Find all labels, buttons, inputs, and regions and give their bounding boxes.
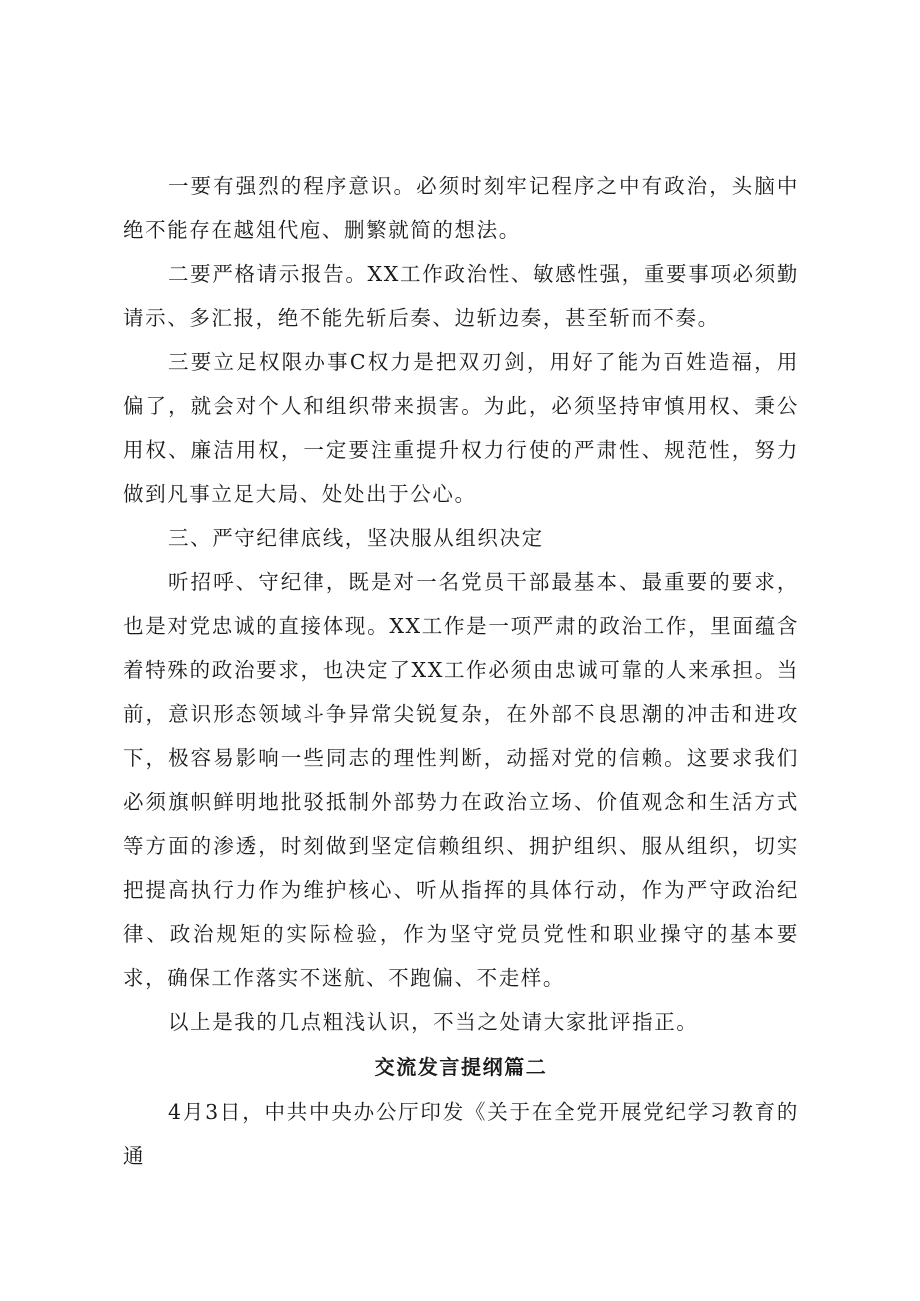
document-body: [123, 164, 799, 1178]
section-heading-discipline: 三、严守纪律底线，坚决服从组织决定: [168, 526, 544, 550]
paragraph-power-limits: 三要立足权限办事C权力是把双刃剑，用好了能为百姓造福，用偏了，就会对个人和组织带来损害。为此，必须坚持审慎用权、秉公用权、廉洁用权，一定要注重提升权力行使的严肃性、规范性，努力做到凡事立足大局、处处出于公心。: [123, 350, 799, 506]
paragraph-procedure-awareness: 一要有强烈的程序意识。必须时刻牢记程序之中有政治，头脑中绝不能存在越俎代庖、删繁就简的想法。: [123, 174, 799, 242]
paragraph-request-report: 二要严格请示报告。XX工作政治性、敏感性强，重要事项必须勤请示、多汇报，绝不能先斩后奏、边斩边奏，甚至斩而不奏。: [123, 262, 799, 330]
paragraph-closing: 以上是我的几点粗浅认识，不当之处请大家批评指正。: [168, 1010, 699, 1034]
paragraph-discipline: 听招呼、守纪律，既是对一名党员干部最基本、最重要的要求，也是对党忠诚的直接体现。XX工作是一项严肃的政治工作，里面蕴含着特殊的政治要求，也决定了XX工作必须由忠诚可靠的人来承担。当前，意识形态领域斗争异常尖锐复杂，在外部不良思潮的冲击和进攻下，极容易影响一些同志的理性判断，动摇对党的信赖。这要求我们必须旗帜鲜明地批驳抵制外部势力在政治立场、价值观念和生活方式等方面的渗透，时刻做到坚定信赖组织、拥护组织、服从组织，切实把提高执行力作为维护核心、听从指挥的具体行动，作为严守政治纪律、政治规矩的实际检验，作为坚守党员党性和职业操守的基本要求，确保工作落实不迷航、不跑偏、不走样。: [123, 570, 799, 990]
paragraph-final: 4月3日，中共中央办公厅印发《关于在全党开展党纪学习教育的通: [123, 1100, 799, 1168]
section-title: 交流发言提纲篇二: [374, 1055, 548, 1079]
